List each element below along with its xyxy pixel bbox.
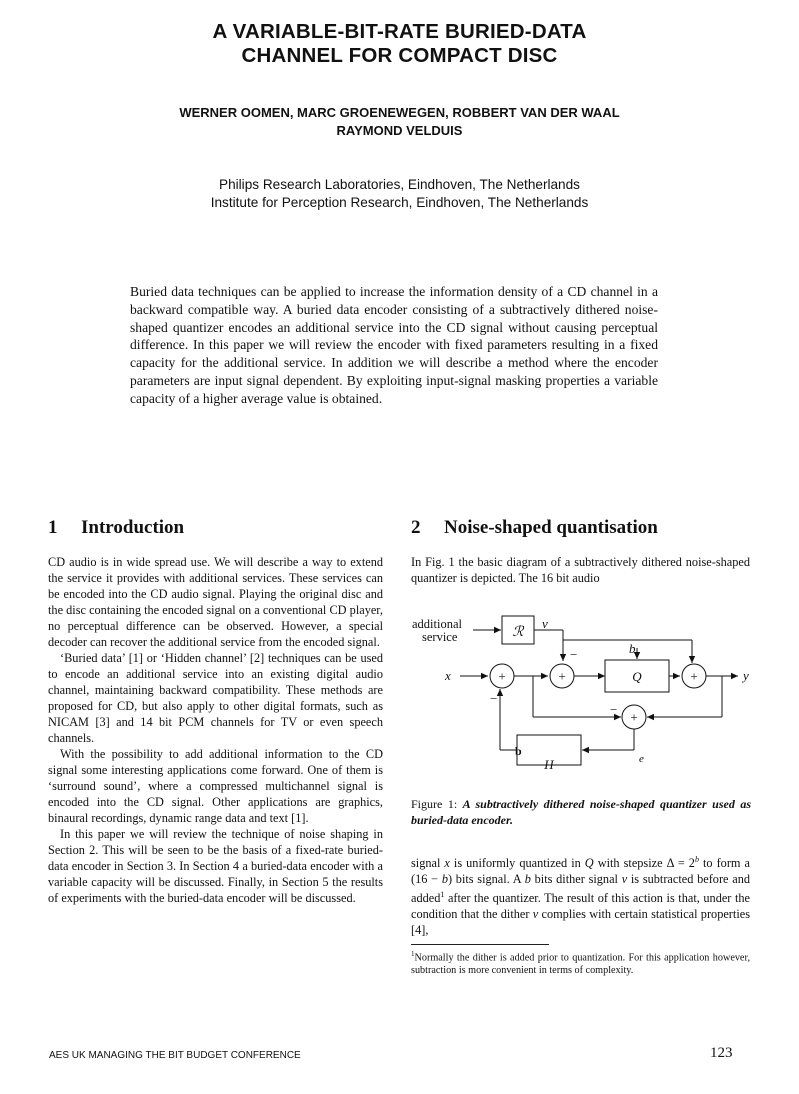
- label-x: x: [445, 668, 451, 683]
- affiliations: [0, 176, 799, 212]
- minus-sum-1: −: [490, 691, 498, 706]
- label-y: y: [743, 668, 749, 683]
- label-additional: additional: [412, 617, 462, 631]
- affiliation-2: Institute for Perception Research, Eindhoven, The Netherlands: [210, 195, 589, 210]
- caption-text: A subtractively dithered noise-shaped quantizer used as buried-data encoder.: [411, 797, 751, 827]
- title-line-1: A VARIABLE-BIT-RATE BURIED-DATA: [212, 20, 587, 43]
- section-2-title: Noise-shaped quantisation: [444, 517, 658, 538]
- section-1-number: 1: [48, 517, 58, 538]
- intro-paragraph-2: ‘Buried data’ [1] or ‘Hidden channel’ [2] techniques can be used to encode an additional service into an existing digital audio channel, maintaining backward compatibility. These methods are proposed for CD, but also apply to other digital formats, such as NICAM [3] and 14 bit PCM channels for TV or even speech channels.: [48, 651, 383, 745]
- minus-sum-2: −: [570, 647, 578, 662]
- plus-2: +: [558, 668, 566, 684]
- noise-paragraph-2: signal x is uniformly quantized in Q with stepsize $\Delta = 2^b$ to form a (16 − b) bits signal. A b bits dither signal ν is subtracted before and added$^1$ after the quantizer. The result of this action is that, under the condition that the dither ν complies with certain statistical properties [4],: [411, 855, 750, 938]
- minus-sum-4: −: [610, 702, 618, 717]
- label-b-feedback: b: [515, 744, 522, 758]
- footnote-text: Normally the dither is added prior to quantization. For this application however, subtraction is more convenient in terms of complexity.: [411, 952, 750, 977]
- figure-caption: [411, 796, 751, 828]
- left-column: [48, 554, 383, 906]
- authors-line-1: WERNER OOMEN, MARC GROENEWEGEN, ROBBERT VAN DER WAAL: [179, 105, 620, 120]
- page-number: 123: [710, 1045, 733, 1061]
- right-column-bottom: [411, 852, 750, 938]
- footnote: [411, 948, 750, 977]
- intro-paragraph-1: CD audio is in wide spread use. We will describe a way to extend the service it provides with additional services. These services can be encoded into the CD audio signal. Playing the original disc and the disc containing the encoded signal on a conventional CD player, no perceptual difference can be observed. However, a special decoder can recover the additional service from the encoded signal.: [48, 555, 383, 649]
- label-nu: ν: [542, 616, 548, 631]
- block-diagram: [405, 608, 765, 783]
- plus-4: +: [630, 709, 638, 725]
- intro-paragraph-4: In this paper we will review the technique of noise shaping in Section 2. This will be seen to be the basis of a fixed-rate buried-data encoder in Section 3. In Section 4 a buried-data encoder with a variable capacity will be discussed. Finally, in Section 5 the results of experiments with the buried-data encoder will be discussed.: [48, 827, 383, 905]
- caption-label: Figure 1:: [411, 797, 458, 811]
- authors: [0, 104, 799, 140]
- footnote-mark: 1: [411, 950, 415, 958]
- section-2-heading: [411, 517, 658, 539]
- plus-3: +: [690, 668, 698, 684]
- authors-line-2: RAYMOND VELDUIS: [336, 123, 463, 138]
- label-b: b: [629, 641, 636, 656]
- label-e: e: [639, 753, 644, 765]
- label-h: H: [544, 757, 554, 772]
- affiliation-1: Philips Research Laboratories, Eindhoven, The Netherlands: [219, 177, 580, 192]
- right-column-top: [411, 554, 750, 586]
- title-line-2: CHANNEL FOR COMPACT DISC: [241, 44, 558, 67]
- section-1-title: Introduction: [81, 517, 185, 538]
- abstract: Buried data techniques can be applied to increase the information density of a CD channel in a backward compatible way. A buried data encoder consisting of a subtractively dithered noise-shaped quantizer encodes an additional service into the CD signal without causing perceptual difference. In this paper we will review the encoder with fixed parameters resulting in a fixed capacity for the additional service. In addition we will describe a method where the encoder parameters are input signal dependent. By exploiting input-signal masking properties a variable capacity of a higher average value is obtained.: [130, 284, 658, 406]
- footnote-rule: [411, 944, 549, 945]
- paper-title: [0, 20, 799, 68]
- section-2-number: 2: [411, 517, 421, 538]
- label-q: Q: [632, 669, 642, 684]
- label-r: ℛ: [512, 625, 524, 640]
- footer-conference: AES UK MANAGING THE BIT BUDGET CONFERENCE: [49, 1050, 301, 1061]
- intro-paragraph-3: With the possibility to add additional information to the CD signal some interesting applications come forward. One of them is ‘surround sound’, where a compressed multichannel signal is encoded into the CD signal. Other applications are graphics, binaural recordings, dynamic range data and text [1].: [48, 747, 383, 825]
- noise-paragraph-1: In Fig. 1 the basic diagram of a subtractively dithered noise-shaped quantizer is depicted. The 16 bit audio: [411, 555, 750, 585]
- footnote-ref: 1: [440, 890, 445, 900]
- label-service: service: [422, 630, 458, 644]
- section-1-heading: [48, 517, 184, 539]
- plus-1: +: [498, 668, 506, 684]
